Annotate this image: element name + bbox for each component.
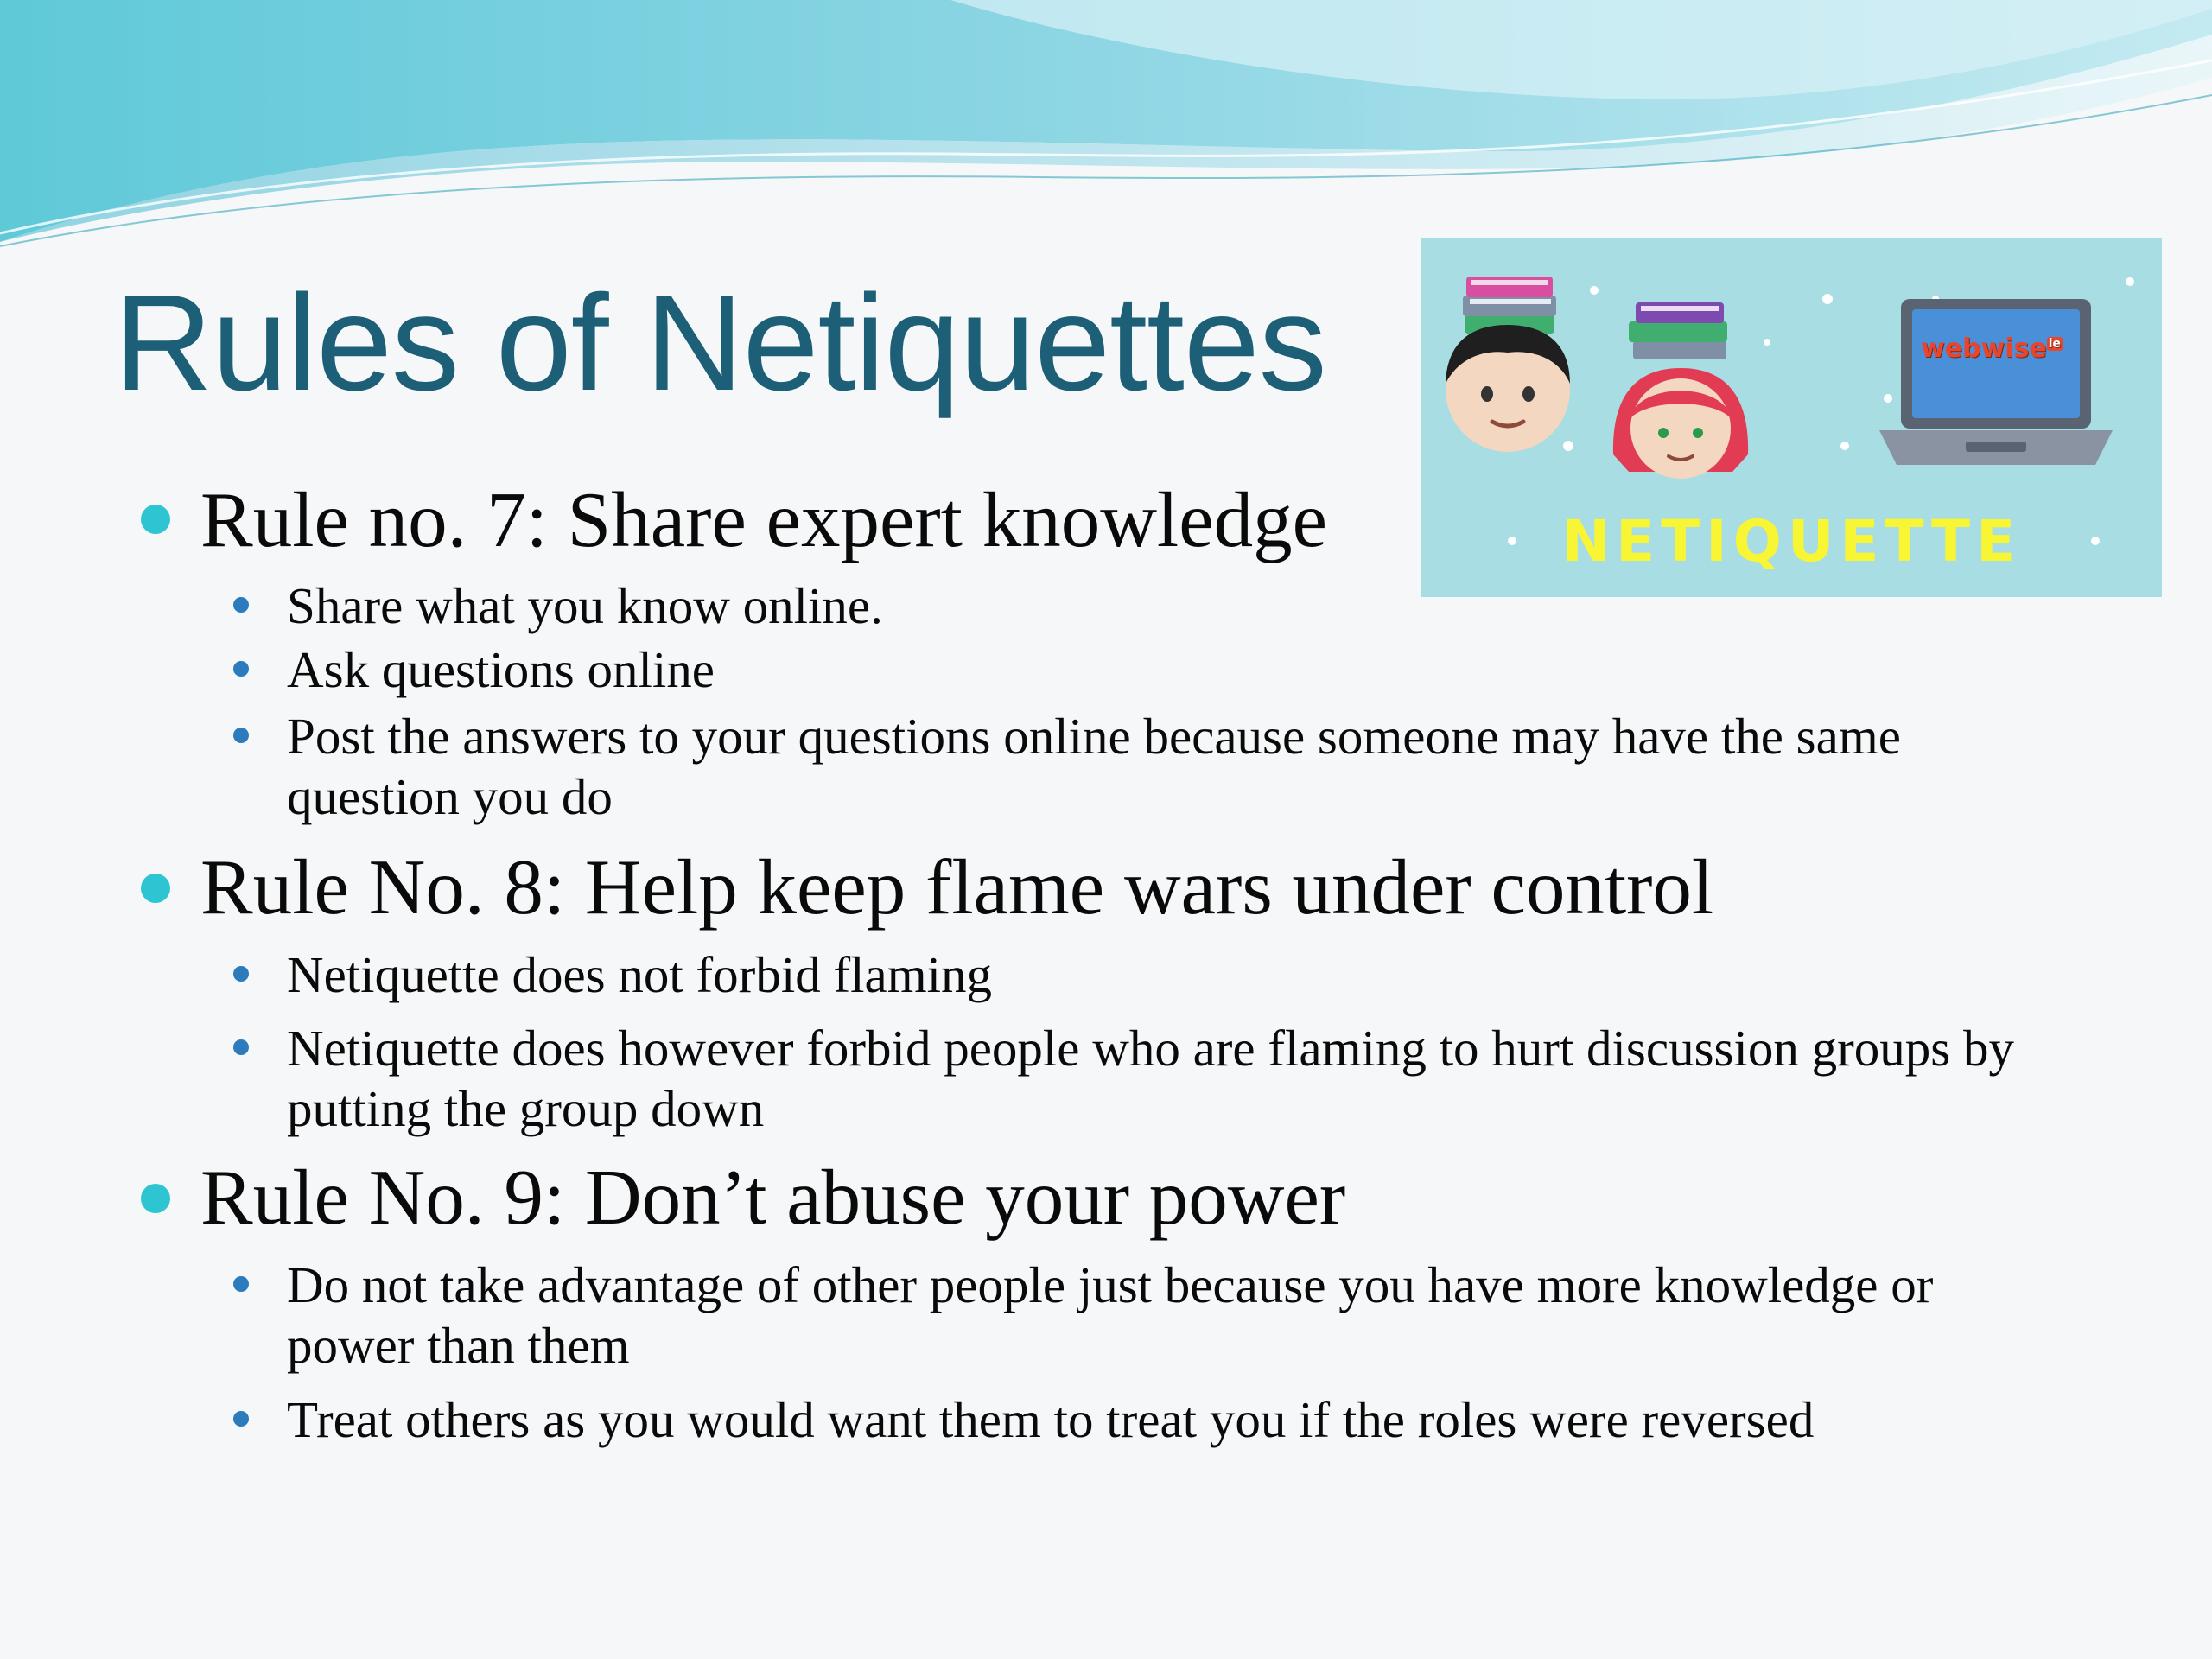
rule-heading: Rule No. 9: Don’t abuse your power [200,1154,1346,1241]
sub-bullet-icon [233,1039,249,1055]
rule-heading: Rule No. 8: Help keep flame wars under control [200,843,1714,931]
logo-text: webwise [1921,334,2047,364]
girl-with-books-icon [1613,302,1748,479]
webwise-logo [1921,336,2063,362]
bullet-icon [141,874,170,903]
point-text: Netiquette does not forbid flaming [287,946,992,1003]
point-text: Treat others as you would want them to treat you if the roles were reversed [287,1391,1815,1448]
banner-word: NETIQUETTE [1561,508,2022,575]
logo-suffix: ie [2048,337,2062,351]
bullet-icon [141,505,170,534]
sub-bullet-icon [233,661,249,677]
bullet-icon [141,1184,170,1213]
sub-bullet-icon [233,1276,249,1292]
laptop-icon [1879,299,2113,465]
point-text: Netiquette does however forbid people who are flaming to hurt discussion groups by putting the group down [287,1020,2014,1137]
point-text: Share what you know online. [287,577,883,634]
slide-title: Rules of Netiquettes [114,267,1326,419]
point-text: Do not take advantage of other people just because you have more knowledge or power than them [287,1256,1934,1374]
netiquette-banner-image [1421,238,2162,597]
point-text: Ask questions online [287,641,715,698]
boy-with-books-icon [1446,276,1570,452]
header-wave-decoration [0,0,2212,259]
sub-bullet-icon [233,728,249,743]
sub-bullet-icon [233,597,249,613]
rule-heading: Rule no. 7: Share expert knowledge [200,476,1327,563]
point-text: Post the answers to your questions online because someone may have the same question you do [287,708,1901,825]
sub-bullet-icon [233,1411,249,1427]
sub-bullet-icon [233,966,249,982]
